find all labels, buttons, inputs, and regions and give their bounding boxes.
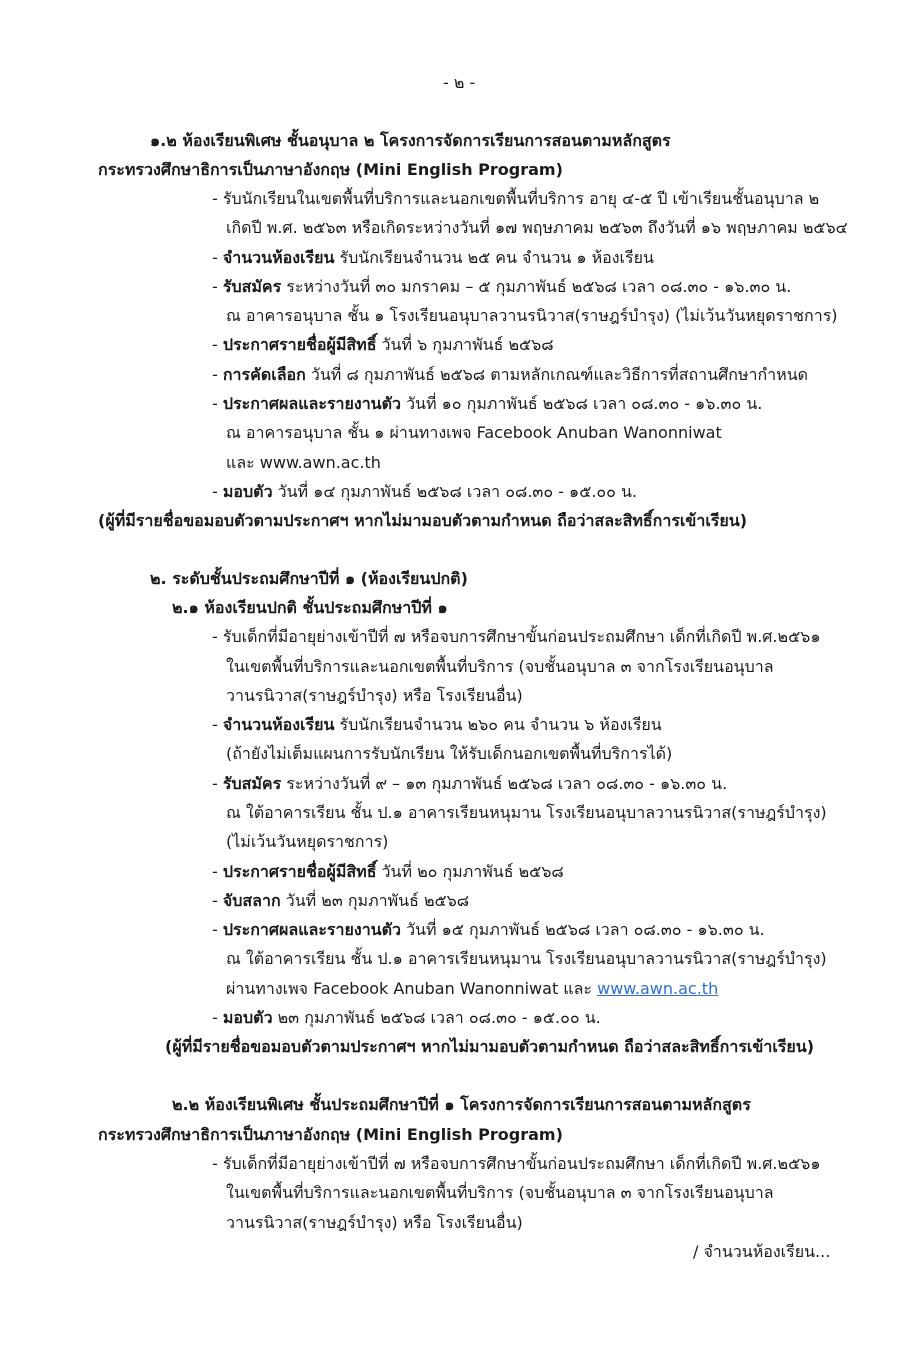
s21-apply-label: รับสมัคร [222,774,282,793]
s12-apply: - รับสมัคร ระหว่างวันที่ ๓๐ มกราคม – ๕ กุมภาพันธ์ ๒๕๖๘ เวลา ๐๘.๓๐ - ๑๖.๓๐ น. [212,277,792,296]
s12-apply-place: ณ อาคารอนุบาล ชั้น ๑ โรงเรียนอนุบาลวานรนิวาส(ราษฎร์บำรุง) (ไม่เว้นวันหยุดราชการ) [226,306,838,325]
s22-eligibility: - รับเด็กที่มีอายุย่างเข้าปีที่ ๗ หรือจบการศึกษาขั้นก่อนประถมศึกษา เด็กที่เกิดปี พ.ศ.๒๕๖๑ [212,1154,821,1173]
s21-result: - ประกาศผลและรายงานตัว วันที่ ๑๕ กุมภาพันธ์ ๒๕๖๘ เวลา ๐๘.๓๐ - ๑๖.๓๐ น. [212,920,765,939]
s12-select-text: วันที่ ๘ กุมภาพันธ์ ๒๕๖๘ ตามหลักเกณฑ์และวิธีการที่สถานศึกษากำหนด [305,365,809,384]
s21-announce-label: ประกาศรายชื่อผู้มีสิทธิ์ [222,862,377,881]
s12-note: (ผู้ที่มีรายชื่อขอมอบตัวตามประกาศฯ หากไม่มามอบตัวตามกำหนด ถือว่าสละสิทธิ์การเข้าเรียน) [98,511,748,530]
s12-rooms-label: จำนวนห้องเรียน [222,248,335,267]
s21-lottery-label: จับสลาก [222,891,281,910]
s21-report-label: มอบตัว [222,1008,273,1027]
s22-eligibility-cont-2: วานรนิวาส(ราษฎร์บำรุง) หรือ โรงเรียนอื่น) [226,1213,523,1232]
s22-heading: ๒.๒ ห้องเรียนพิเศษ ชั้นประถมศึกษาปีที่ ๑ โครงการจัดการเรียนการสอนตามหลักสูตร [172,1095,751,1114]
s12-result-place: ณ อาคารอนุบาล ชั้น ๑ ผ่านทางเพจ Facebook Anuban Wanonniwat [226,423,722,442]
s21-announce-text: วันที่ ๒๐ กุมภาพันธ์ ๒๕๖๘ [376,862,564,881]
s21-rooms-note: (ถ้ายังไม่เต็มแผนการรับนักเรียน ให้รับเด็กนอกเขตพื้นที่บริการได้) [226,744,673,763]
s12-result-text: วันที่ ๑๐ กุมภาพันธ์ ๒๕๖๘ เวลา ๐๘.๓๐ - ๑๖.๓๐ น. [400,394,763,413]
s22-eligibility-cont: ในเขตพื้นที่บริการและนอกเขตพื้นที่บริการ (จบชั้นอนุบาล ๓ จากโรงเรียนอนุบาล [226,1183,774,1202]
s21-eligibility-cont-2: วานรนิวาส(ราษฎร์บำรุง) หรือ โรงเรียนอื่น) [226,686,523,705]
s12-rooms-text: รับนักเรียนจำนวน ๒๕ คน จำนวน ๑ ห้องเรียน [334,248,654,267]
s21-apply-text: ระหว่างวันที่ ๙ – ๑๓ กุมภาพันธ์ ๒๕๖๘ เวลา ๐๘.๓๐ - ๑๖.๓๐ น. [281,774,728,793]
s12-result: - ประกาศผลและรายงานตัว วันที่ ๑๐ กุมภาพันธ์ ๒๕๖๘ เวลา ๐๘.๓๐ - ๑๖.๓๐ น. [212,394,763,413]
s12-report-label: มอบตัว [222,482,273,501]
s12-apply-text: ระหว่างวันที่ ๓๐ มกราคม – ๕ กุมภาพันธ์ ๒๕๖๘ เวลา ๐๘.๓๐ - ๑๖.๓๐ น. [281,277,792,296]
s12-eligibility-cont: เกิดปี พ.ศ. ๒๕๖๓ หรือเกิดระหว่างวันที่ ๑๗ พฤษภาคม ๒๕๖๓ ถึงวันที่ ๑๖ พฤษภาคม ๒๕๖๔ [226,218,848,237]
s12-apply-label: รับสมัคร [222,277,282,296]
s21-announce: - ประกาศรายชื่อผู้มีสิทธิ์ วันที่ ๒๐ กุมภาพันธ์ ๒๕๖๘ [212,862,564,881]
s21-eligibility-cont: ในเขตพื้นที่บริการและนอกเขตพื้นที่บริการ (จบชั้นอนุบาล ๓ จากโรงเรียนอนุบาล [226,657,774,676]
continuation-marker: / จำนวนห้องเรียน... [693,1242,831,1261]
s12-announce: - ประกาศรายชื่อผู้มีสิทธิ์ วันที่ ๖ กุมภาพันธ์ ๒๕๖๘ [212,335,554,354]
s21-report: - มอบตัว ๒๓ กุมภาพันธ์ ๒๕๖๘ เวลา ๐๘.๓๐ - ๑๕.๐๐ น. [212,1008,601,1027]
s21-rooms-text: รับนักเรียนจำนวน ๒๖๐ คน จำนวน ๖ ห้องเรียน [334,715,662,734]
s12-report: - มอบตัว วันที่ ๑๔ กุมภาพันธ์ ๒๕๖๘ เวลา ๐๘.๓๐ - ๑๕.๐๐ น. [212,482,638,501]
s21-apply-note: (ไม่เว้นวันหยุดราชการ) [226,832,389,851]
s21-rooms-label: จำนวนห้องเรียน [222,715,335,734]
s21-apply-place: ณ ใต้อาคารเรียน ชั้น ป.๑ อาคารเรียนหนุมาน โรงเรียนอนุบาลวานรนิวาส(ราษฎร์บำรุง) [226,803,827,822]
website-link[interactable]: www.awn.ac.th [597,979,719,998]
s12-result-web: และ www.awn.ac.th [226,453,381,472]
s12-heading: ๑.๒ ห้องเรียนพิเศษ ชั้นอนุบาล ๒ โครงการจัดการเรียนการสอนตามหลักสูตร [150,131,671,150]
s21-heading: ๒.๑ ห้องเรียนปกติ ชั้นประถมศึกษาปีที่ ๑ [172,598,448,617]
s21-result-fb [226,978,718,1000]
s12-rooms: - จำนวนห้องเรียน รับนักเรียนจำนวน ๒๕ คน จำนวน ๑ ห้องเรียน [212,248,654,267]
page-number: - ๒ - [443,73,476,92]
s21-note: (ผู้ที่มีรายชื่อขอมอบตัวตามประกาศฯ หากไม่มามอบตัวตามกำหนด ถือว่าสละสิทธิ์การเข้าเรียน) [165,1037,815,1056]
s21-apply: - รับสมัคร ระหว่างวันที่ ๙ – ๑๓ กุมภาพันธ์ ๒๕๖๘ เวลา ๐๘.๓๐ - ๑๖.๓๐ น. [212,774,728,793]
s12-report-text: วันที่ ๑๔ กุมภาพันธ์ ๒๕๖๘ เวลา ๐๘.๓๐ - ๑๕.๐๐ น. [272,482,638,501]
s21-report-text: ๒๓ กุมภาพันธ์ ๒๕๖๘ เวลา ๐๘.๓๐ - ๑๕.๐๐ น. [272,1008,601,1027]
s12-heading-cont: กระทรวงศึกษาธิการเป็นภาษาอังกฤษ (Mini English Program) [98,160,563,179]
s2-heading: ๒. ระดับชั้นประถมศึกษาปีที่ ๑ (ห้องเรียนปกติ) [150,569,468,588]
s21-result-place: ณ ใต้อาคารเรียน ชั้น ป.๑ อาคารเรียนหนุมาน โรงเรียนอนุบาลวานรนิวาส(ราษฎร์บำรุง) [226,949,827,968]
s12-select: - การคัดเลือก วันที่ ๘ กุมภาพันธ์ ๒๕๖๘ ตามหลักเกณฑ์และวิธีการที่สถานศึกษากำหนด [212,365,809,384]
s21-result-fb-text: ผ่านทางเพจ Facebook Anuban Wanonniwat และ [226,979,598,998]
s21-rooms: - จำนวนห้องเรียน รับนักเรียนจำนวน ๒๖๐ คน จำนวน ๖ ห้องเรียน [212,715,662,734]
s21-result-text: วันที่ ๑๕ กุมภาพันธ์ ๒๕๖๘ เวลา ๐๘.๓๐ - ๑๖.๓๐ น. [400,920,765,939]
s12-select-label: การคัดเลือก [222,365,306,384]
s22-heading-cont: กระทรวงศึกษาธิการเป็นภาษาอังกฤษ (Mini English Program) [98,1125,563,1144]
s21-lottery-text: วันที่ ๒๓ กุมภาพันธ์ ๒๕๖๘ [280,891,470,910]
s21-eligibility: - รับเด็กที่มีอายุย่างเข้าปีที่ ๗ หรือจบการศึกษาขั้นก่อนประถมศึกษา เด็กที่เกิดปี พ.ศ.๒๕๖๑ [212,627,821,646]
s12-announce-label: ประกาศรายชื่อผู้มีสิทธิ์ [222,335,377,354]
s12-eligibility: - รับนักเรียนในเขตพื้นที่บริการและนอกเขตพื้นที่บริการ อายุ ๔-๕ ปี เข้าเรียนชั้นอนุบาล ๒ [212,189,820,208]
s12-announce-text: วันที่ ๖ กุมภาพันธ์ ๒๕๖๘ [376,335,554,354]
s21-lottery: - จับสลาก วันที่ ๒๓ กุมภาพันธ์ ๒๕๖๘ [212,891,470,910]
s21-result-label: ประกาศผลและรายงานตัว [222,920,401,939]
s12-result-label: ประกาศผลและรายงานตัว [222,394,401,413]
